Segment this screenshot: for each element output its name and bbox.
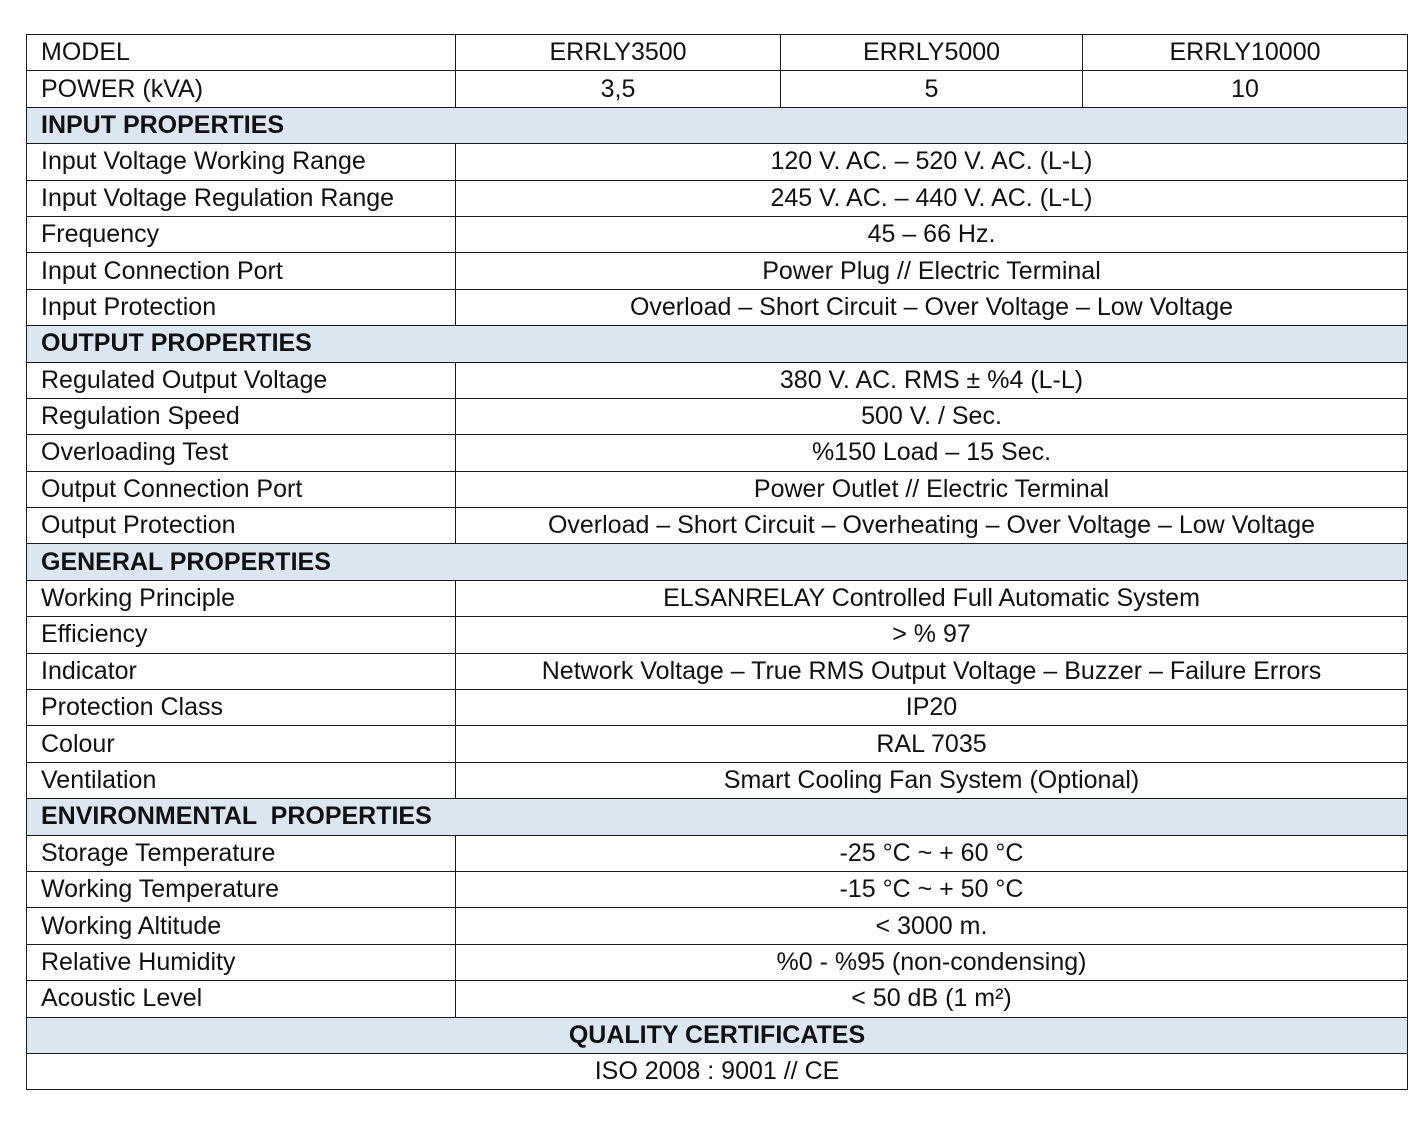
spec-label: Input Connection Port (27, 253, 456, 289)
power-row (27, 71, 1408, 107)
spec-row (27, 981, 1408, 1017)
power-value: 10 (1083, 71, 1408, 107)
section-header-output (27, 326, 1408, 362)
spec-label: Working Altitude (27, 908, 456, 944)
power-value: 3,5 (456, 71, 781, 107)
spec-table (26, 34, 1408, 1090)
spec-label: Working Temperature (27, 871, 456, 907)
spec-row (27, 144, 1408, 180)
spec-label: Efficiency (27, 617, 456, 653)
spec-value: Overload – Short Circuit – Over Voltage – Low Voltage (456, 289, 1408, 325)
spec-label: Protection Class (27, 690, 456, 726)
power-value: 5 (781, 71, 1083, 107)
spec-row (27, 835, 1408, 871)
spec-row (27, 471, 1408, 507)
section-title: INPUT PROPERTIES (27, 107, 1408, 143)
spec-row (27, 690, 1408, 726)
spec-label: Acoustic Level (27, 981, 456, 1017)
spec-label: Regulation Speed (27, 398, 456, 434)
spec-row (27, 289, 1408, 325)
spec-label: Indicator (27, 653, 456, 689)
spec-value: < 50 dB (1 m²) (456, 981, 1408, 1017)
spec-value: ELSANRELAY Controlled Full Automatic System (456, 580, 1408, 616)
spec-row (27, 180, 1408, 216)
spec-row (27, 762, 1408, 798)
certificates-value: ISO 2008 : 9001 // CE (27, 1053, 1408, 1089)
spec-value: 380 V. AC. RMS ± %4 (L-L) (456, 362, 1408, 398)
spec-value: -25 °C ~ + 60 °C (456, 835, 1408, 871)
section-title: QUALITY CERTIFICATES (27, 1017, 1408, 1053)
spec-row (27, 508, 1408, 544)
spec-label: Relative Humidity (27, 944, 456, 980)
spec-label: Input Voltage Working Range (27, 144, 456, 180)
spec-value: -15 °C ~ + 50 °C (456, 871, 1408, 907)
model-name: ERRLY5000 (781, 35, 1083, 71)
spec-value: Power Plug // Electric Terminal (456, 253, 1408, 289)
section-header-general (27, 544, 1408, 580)
model-label: MODEL (27, 35, 456, 71)
model-name: ERRLY10000 (1083, 35, 1408, 71)
spec-row (27, 398, 1408, 434)
spec-value: 245 V. AC. – 440 V. AC. (L-L) (456, 180, 1408, 216)
spec-row (27, 653, 1408, 689)
section-title: ENVIRONMENTAL PROPERTIES (27, 799, 1408, 835)
spec-row (27, 944, 1408, 980)
section-title: GENERAL PROPERTIES (27, 544, 1408, 580)
spec-value: %150 Load – 15 Sec. (456, 435, 1408, 471)
section-header-quality (27, 1017, 1408, 1053)
spec-value: Power Outlet // Electric Terminal (456, 471, 1408, 507)
spec-row (27, 580, 1408, 616)
model-name: ERRLY3500 (456, 35, 781, 71)
spec-value: %0 - %95 (non-condensing) (456, 944, 1408, 980)
spec-row (27, 617, 1408, 653)
spec-row (27, 253, 1408, 289)
spec-label: Frequency (27, 216, 456, 252)
spec-value: RAL 7035 (456, 726, 1408, 762)
spec-label: Output Connection Port (27, 471, 456, 507)
spec-label: Input Protection (27, 289, 456, 325)
spec-value: 45 – 66 Hz. (456, 216, 1408, 252)
spec-value: Overload – Short Circuit – Overheating – Over Voltage – Low Voltage (456, 508, 1408, 544)
spec-value: IP20 (456, 690, 1408, 726)
spec-label: Storage Temperature (27, 835, 456, 871)
spec-row (27, 726, 1408, 762)
spec-value: Smart Cooling Fan System (Optional) (456, 762, 1408, 798)
spec-label: Regulated Output Voltage (27, 362, 456, 398)
spec-value: > % 97 (456, 617, 1408, 653)
spec-row (27, 435, 1408, 471)
spec-row (27, 871, 1408, 907)
spec-label: Working Principle (27, 580, 456, 616)
power-label: POWER (kVA) (27, 71, 456, 107)
section-header-input (27, 107, 1408, 143)
spec-label: Colour (27, 726, 456, 762)
spec-value: 500 V. / Sec. (456, 398, 1408, 434)
spec-row (27, 908, 1408, 944)
spec-value: Network Voltage – True RMS Output Voltage – Buzzer – Failure Errors (456, 653, 1408, 689)
spec-value: 120 V. AC. – 520 V. AC. (L-L) (456, 144, 1408, 180)
certificates-row (27, 1053, 1408, 1089)
spec-label: Input Voltage Regulation Range (27, 180, 456, 216)
model-row (27, 35, 1408, 71)
spec-row (27, 216, 1408, 252)
spec-label: Overloading Test (27, 435, 456, 471)
spec-label: Ventilation (27, 762, 456, 798)
spec-label: Output Protection (27, 508, 456, 544)
spec-row (27, 362, 1408, 398)
spec-value: < 3000 m. (456, 908, 1408, 944)
section-header-environmental (27, 799, 1408, 835)
section-title: OUTPUT PROPERTIES (27, 326, 1408, 362)
